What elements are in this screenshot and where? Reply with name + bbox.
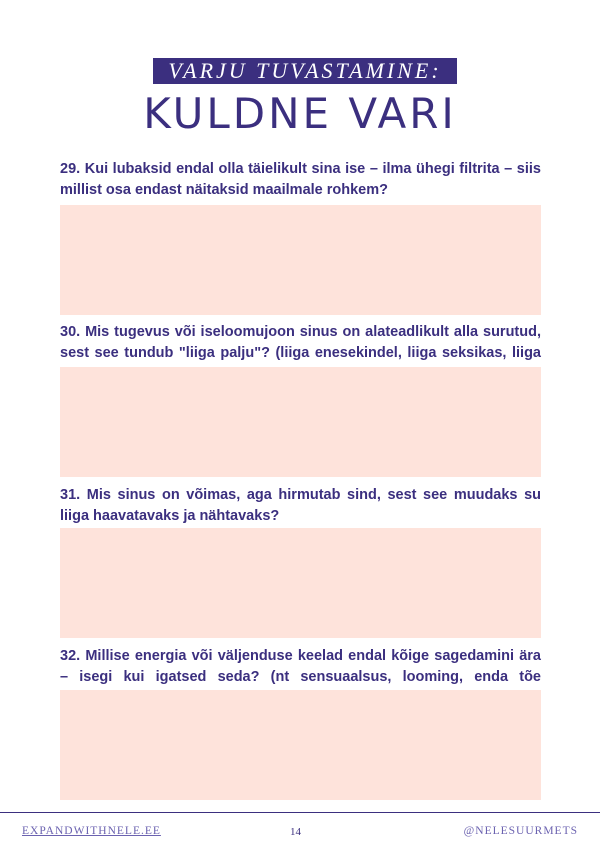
answer-box-30[interactable] (60, 367, 541, 477)
page-number: 14 (290, 826, 301, 838)
footer-social-handle[interactable]: @NELESUURMETS (463, 825, 578, 837)
answer-box-29[interactable] (60, 205, 541, 315)
question-31: 31. Mis sinus on võimas, aga hirmutab sind, sest see muudaks su liiga haavatavaks ja nähtavaks? (60, 487, 541, 524)
answer-box-32[interactable] (60, 690, 541, 800)
question-29: 29. Kui lubaksid endal olla täielikult sina ise – ilma ühegi filtrita – siis millist osa endast näitaksid maailmale rohkem? (60, 161, 541, 198)
page-title: KULDNE VARI (143, 89, 457, 138)
question-32: 32. Millise energia või väljenduse keelad endal kõige sagedamini ära – isegi kui igatsed seda? (nt sensuaalsus, looming, enda tõe (60, 648, 541, 685)
section-banner: VARJU TUVASTAMINE: (153, 58, 457, 84)
question-30: 30. Mis tugevus või iseloomujoon sinus on alateadlikult alla surutud, sest see tundub "liiga palju"? (liiga enesekindel, liiga seksikas, liiga (60, 324, 541, 361)
answer-box-31[interactable] (60, 528, 541, 638)
footer-website-link[interactable]: EXPANDWITHNELE.EE (22, 825, 161, 837)
footer-divider (0, 812, 600, 813)
